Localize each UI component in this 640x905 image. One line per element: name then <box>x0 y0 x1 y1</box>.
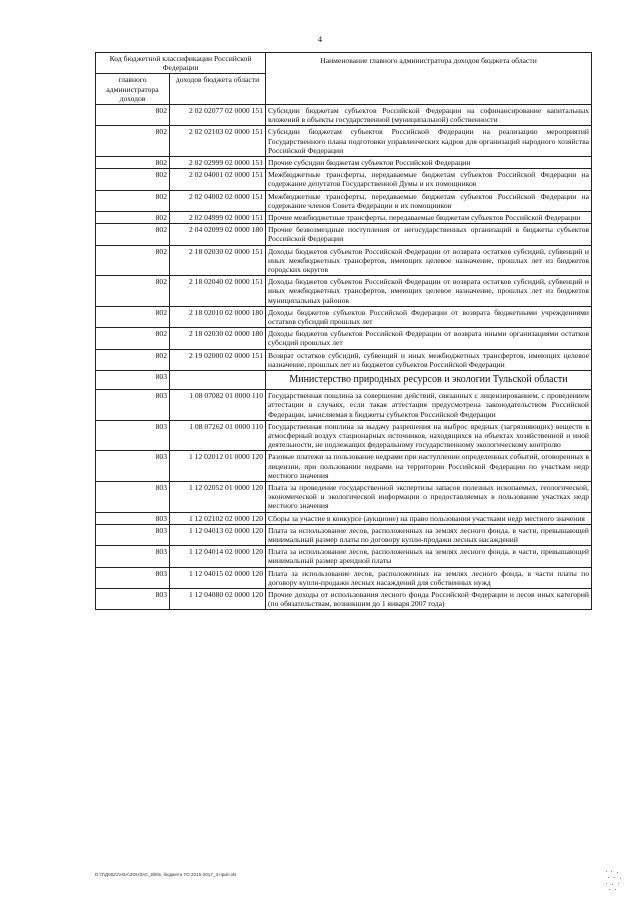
income-name-cell: Прочие доходы от использования лесного фонда Российской Федерации и лесов иных категорий (по обязательствам, возникшим до 1 января 2007 года) <box>266 588 592 609</box>
table-row <box>96 157 592 169</box>
table-row <box>96 349 592 370</box>
income-name-cell: Доходы бюджетов субъектов Российской Федерации от возврата остатков субсидий, субвенций и иных межбюджетных трансфертов, имеющих целевое назначение, прошлых лет из бюджетов городских округов <box>266 245 592 276</box>
income-code-cell: 2 18 02030 02 0000 180 <box>170 328 266 349</box>
income-code-cell: 2 18 02040 02 0000 151 <box>170 276 266 307</box>
income-name-cell: Субсидии бюджетам субъектов Российской Федерации на реализацию мероприятий Государственного плана подготовки управленческих кадров для организаций народного хозяйства Российской Федерации <box>266 126 592 157</box>
income-name-cell: Государственная пошлина за совершение действий, связанных с лицензированием, с проведением аттестации в случаях, если такая аттестация предусмотрена законодательством Российской Федерации, зачисляемая в бюджеты субъектов Российской Федерации <box>266 390 592 421</box>
income-code-cell: 2 02 04002 02 0000 151 <box>170 190 266 211</box>
admin-code-cell: 803 <box>96 420 170 451</box>
income-code-cell: 2 02 02103 02 0000 151 <box>170 126 266 157</box>
table-row <box>96 481 592 512</box>
income-name-cell: Прочие безвозмездные поступления от негосударственных организаций в бюджеты субъектов Российской Федерации <box>266 224 592 245</box>
income-name-cell: Прочие субсидии бюджетам субъектов Российской Федерации <box>266 157 592 169</box>
table-row <box>96 190 592 211</box>
income-name-cell: Прочие межбюджетные трансферты, передаваемые бюджетам субъектов Российской Федерации <box>266 212 592 224</box>
table-row <box>96 245 592 276</box>
income-name-cell: Плата за использование лесов, расположенных на землях лесного фонда, в части, превышающей минимальный размер арендной платы <box>266 546 592 567</box>
admin-code-cell: 802 <box>96 349 170 370</box>
admin-code-cell: 802 <box>96 328 170 349</box>
admin-code-cell: 803 <box>96 481 170 512</box>
page-number: 4 <box>318 35 322 44</box>
income-code-cell: 1 12 04080 02 0000 120 <box>170 588 266 609</box>
admin-code-cell: 802 <box>96 306 170 327</box>
admin-code-cell: 803 <box>96 588 170 609</box>
income-administrators-table <box>95 52 592 610</box>
income-name-cell: Плата за использование лесов, расположенных на землях лесного фонда, в части платы по договору купли-продажи лесных насаждений для собственных нужд <box>266 567 592 588</box>
table-row <box>96 588 592 609</box>
table-row <box>96 420 592 451</box>
admin-code-cell: 803 <box>96 524 170 545</box>
admin-code-cell: 803 <box>96 451 170 482</box>
admin-code-cell: 803 <box>96 512 170 524</box>
income-code-cell: 2 18 02030 02 0000 151 <box>170 245 266 276</box>
income-name-cell: Государственная пошлина за выдачу разрешения на выброс вредных (загрязняющих) веществ в атмосферный воздух стационарных источников, находящихся на объектах хозяйственной и иной деятельности, не подлежащих федеральному государственному экологическому контролю <box>266 420 592 451</box>
income-name-cell: Доходы бюджетов субъектов Российской Федерации от возврата остатков субсидий, субвенций и иных межбюджетных трансфертов, имеющих целевое назначение, прошлых лет из бюджетов муниципальных районов <box>266 276 592 307</box>
header-code-group: Код бюджетной классификации Российской Федерации <box>96 53 266 74</box>
admin-code-cell: 802 <box>96 276 170 307</box>
header-income: доходов бюджета области <box>170 74 266 105</box>
table-row <box>96 512 592 524</box>
table-row <box>96 212 592 224</box>
income-code-cell: 1 12 02052 01 0000 120 <box>170 481 266 512</box>
income-name-cell: Возврат остатков субсидий, субвенций и иных межбюджетных трансфертов, имеющих целевое назначение, прошлых лет из бюджетов субъектов Российской Федерации <box>266 349 592 370</box>
income-name-cell: Разовые платежи за пользование недрами при наступлении определенных событий, оговоренных в лицензии, при пользовании недрами на территории Российской Федерации по участкам недр местного значения <box>266 451 592 482</box>
income-name-cell: Субсидии бюджетам субъектов Российской Федерации на софинансирование капитальных вложений в объекты государственной (муниципальной) собственности <box>266 105 592 126</box>
income-code-cell: 1 12 04014 02 0000 120 <box>170 546 266 567</box>
income-name-cell: Доходы бюджетов субъектов Российской Федерации от возврата бюджетными учреждениями остатков субсидий прошлых лет <box>266 306 592 327</box>
admin-code-cell: 803 <box>96 371 170 390</box>
table-row <box>96 390 592 421</box>
income-name-cell: Сборы за участие в конкурсе (аукционе) на право пользования участками недр местного значения <box>266 512 592 524</box>
admin-code-cell: 802 <box>96 245 170 276</box>
admin-code-cell: 802 <box>96 212 170 224</box>
table-row <box>96 567 592 588</box>
table-header-row <box>96 53 592 74</box>
income-code-cell: 1 12 04015 02 0000 120 <box>170 567 266 588</box>
income-name-cell: Межбюджетные трансферты, передаваемые бюджетам субъектов Российской Федерации на содержание членов Совета Федерации и их помощников <box>266 190 592 211</box>
admin-code-cell: 803 <box>96 567 170 588</box>
table-row <box>96 451 592 482</box>
ministry-header-row <box>96 371 592 390</box>
admin-code-cell: 802 <box>96 224 170 245</box>
table-row <box>96 328 592 349</box>
income-code-cell: 2 02 02077 02 0000 151 <box>170 105 266 126</box>
income-name-cell: Межбюджетные трансферты, передаваемые бюджетам субъектов Российской Федерации на содержание депутатов Государственной Думы и их помощников <box>266 169 592 190</box>
header-name: Наименование главного администратора доходов бюджета области <box>266 53 592 105</box>
table-row <box>96 276 592 307</box>
admin-code-cell: 802 <box>96 126 170 157</box>
income-code-cell: 1 12 04013 02 0000 120 <box>170 524 266 545</box>
admin-code-cell: 803 <box>96 390 170 421</box>
table-body <box>96 105 592 610</box>
table-row <box>96 224 592 245</box>
file-path-footer: D:\T\Д0621\Н3А\ЗОНЗАС_Bl6\к. бюджета ТО 2015-2017_3 прил.xls <box>95 872 237 877</box>
table-row <box>96 126 592 157</box>
admin-code-cell: 802 <box>96 190 170 211</box>
income-code-cell: 2 02 04999 02 0000 151 <box>170 212 266 224</box>
admin-code-cell: 803 <box>96 546 170 567</box>
table-row <box>96 306 592 327</box>
income-name-cell: Плата за проведение государственной экспертизы запасов полезных ископаемых, геологической, экономической и экологической информации о предоставляемых в пользование участках недр местного значения <box>266 481 592 512</box>
income-code-cell: 2 19 02000 02 0000 151 <box>170 349 266 370</box>
income-code-cell: 1 08 07262 01 0000 110 <box>170 420 266 451</box>
income-name-cell: Министерство природных ресурсов и экологии Тульской области <box>266 371 592 390</box>
admin-code-cell: 802 <box>96 157 170 169</box>
income-code-cell: 2 18 02010 02 0000 180 <box>170 306 266 327</box>
admin-code-cell: 802 <box>96 105 170 126</box>
income-code-cell: 2 02 02999 02 0000 151 <box>170 157 266 169</box>
table-row <box>96 169 592 190</box>
income-code-cell: 2 04 02099 02 0000 180 <box>170 224 266 245</box>
table-row <box>96 105 592 126</box>
income-code-cell: 2 02 04001 02 0000 151 <box>170 169 266 190</box>
income-code-cell: 1 12 02102 02 0000 120 <box>170 512 266 524</box>
scan-dots-decoration <box>604 868 624 892</box>
admin-code-cell: 802 <box>96 169 170 190</box>
income-name-cell: Доходы бюджетов субъектов Российской Федерации от возврата иными организациями остатков субсидий прошлых лет <box>266 328 592 349</box>
table-row <box>96 546 592 567</box>
income-name-cell: Плата за использование лесов, расположенных на землях лесного фонда, в части, превышающей минимальный размер платы по договору купли-продажи лесных насаждений <box>266 524 592 545</box>
table-row <box>96 524 592 545</box>
header-admin: главного администратора доходов <box>96 74 170 105</box>
income-code-cell: 1 08 07082 01 0000 110 <box>170 390 266 421</box>
income-code-cell: 1 12 02012 01 0000 120 <box>170 451 266 482</box>
income-code-cell <box>170 371 266 390</box>
